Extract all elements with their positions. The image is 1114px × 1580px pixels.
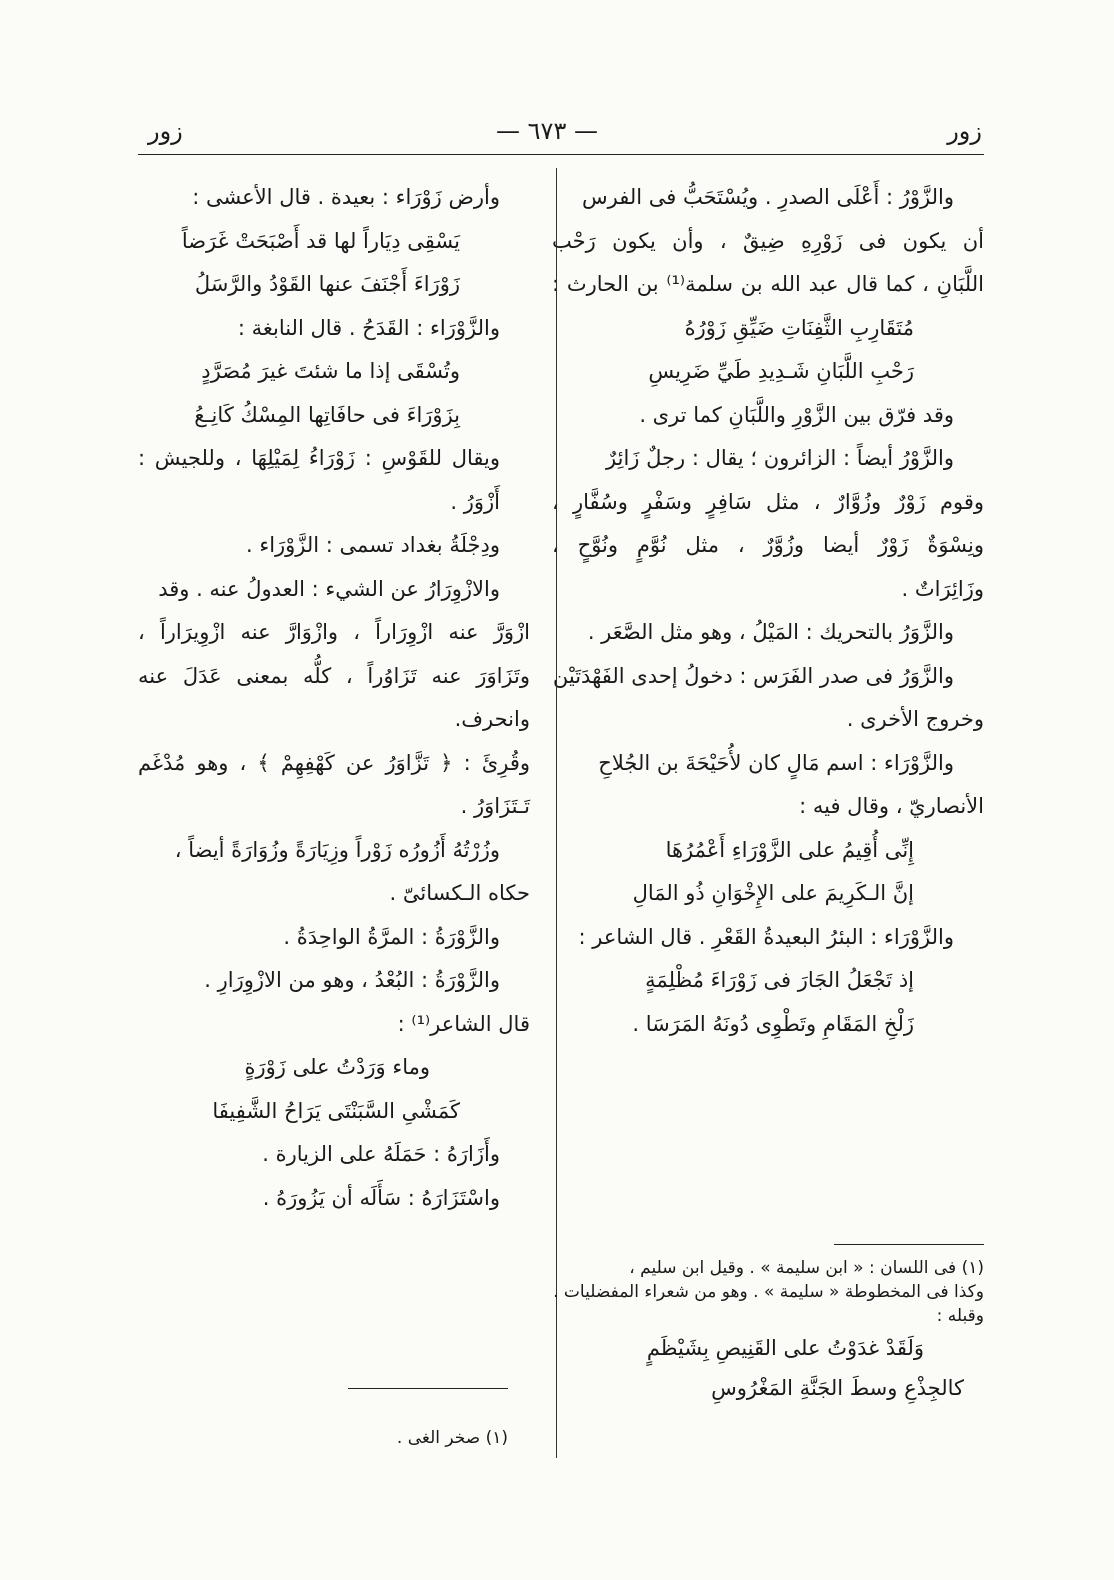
text-line: وأَزَارَهُ : حَمَلَهُ على الزيارة . xyxy=(262,1142,500,1166)
text-line: وقُرِئَ : ﴿ تَزَّاوَرُ عن كَهْفِهِمْ ﴾ ، وهو مُدْغَم xyxy=(138,750,530,775)
footnote-left xyxy=(248,1426,508,1450)
text-line: وزَائِرَاتٌ . xyxy=(901,576,984,601)
text-line: وقوم زَوْرٌ وزُوَّارٌ ، مثل سَافِرٍ وسَفْرٍ وسُفَّارٍ ، xyxy=(552,489,984,514)
page-number: — ٦٧٣ — xyxy=(496,117,598,145)
text-line: واسْتَزَارَهُ : سَأَلَه أن يَزُورَهُ . xyxy=(262,1185,500,1210)
verse-line: وماء وَرَدْتُ على زَوْرَةٍ xyxy=(244,1055,430,1079)
verse-line: وتُسْقَى إذا ما شئتَ غيرَ مُصَرَّدٍ xyxy=(201,359,460,383)
right-column xyxy=(552,176,984,1046)
verse-line: إذ تَجْعَلُ الجَارَ فى زَوْرَاءَ مُظْلِمَةٍ xyxy=(645,968,914,992)
verse-line: إِنِّى أُقِيمُ على الزَّوْرَاءِ أَعْمُرُهَا xyxy=(665,837,914,862)
text-line: وتَزَاوَرَ عنه تَزَاوُراً ، كلُّه بمعنى عَدَلَ عنه وانحرف. xyxy=(138,663,530,731)
running-head-right: زور xyxy=(947,117,982,145)
text-line: والزَّوْرَةُ : المرَّةُ الواحِدَةُ . xyxy=(283,924,500,949)
footnote-line: (١) صخر الغى . xyxy=(396,1428,508,1448)
verse-line: رَحْبِ اللَّبَانِ شَـدِيدِ طَيِّ ضَرِيسِ xyxy=(648,359,914,383)
text-line: ازْوَرَّ عنه ازْوِرَاراً ، وازْوَارَّ عنه ازْوِيرَاراً ، xyxy=(138,620,530,644)
verse-line: إنَّ الـكَرِيمَ على الإِخْوَانِ ذُو المَالِ xyxy=(632,881,914,905)
text-line: حكاه الـكسائىّ . xyxy=(389,881,530,905)
text-line: تَـتَزَاوَرُ . xyxy=(460,794,530,818)
footnote-line: (١) فى اللسان : « ابن سليمة » . وقيل ابن سليم ، xyxy=(629,1258,984,1278)
verse-line: يَسْقِى دِيَاراً لها قد أَصْبَحَتْ غَرَضاً xyxy=(181,228,460,253)
verse-line: كَمَشْىِ السَّبَنْتَى يَرَاحُ الشَّفِيفَا xyxy=(212,1098,460,1123)
text-line: والزَّوْرُ : أَعْلَى الصدرِ . ويُسْتَحَبُّ فى الفرس xyxy=(581,185,954,209)
text-line: والزَّوْرَاء : اسم مَالٍ كان لأُحَيْحَةَ بن الجُلاحِ xyxy=(598,750,954,775)
text-line: والازْوِرَارُ عن الشيء : العدولُ عنه . وقد xyxy=(158,576,500,601)
footnote-verse: وَلَقَدْ غدَوْتُ على القَنِيصِ بِشَيْظَمٍ xyxy=(646,1336,924,1360)
text-line: والزَّوْرَاء : القَدَحُ . قال النابغة : xyxy=(237,315,500,340)
text-line: اللَّبَانِ ، كما قال عبد الله بن سلمة⁽¹⁾ بن الحارث : xyxy=(552,272,984,296)
text-line: والزَّوَرُ بالتحريك : المَيْلُ ، وهو مثل الصَّعَر . xyxy=(587,620,954,644)
text-line: وخروج الأخرى . xyxy=(846,707,984,731)
footnote-rule-left xyxy=(348,1388,508,1389)
footnote-right xyxy=(552,1256,984,1408)
verse-line: مُتَقَارِبِ الثَّفِنَاتِ ضَيِّقِ زَوْرُهُ xyxy=(684,315,914,340)
text-line: ودِجْلَةُ بغداد تسمى : الزَّوْرَاء . xyxy=(245,533,500,557)
text-line: والزَّوْرُ أيضاً : الزائرون ؛ يقال : رجلٌ زَائِرٌ xyxy=(606,446,954,470)
footnote-line: وقبله : xyxy=(936,1306,984,1326)
text-line: والزَّوْرَاء : البئرُ البعيدةُ القَعْرِ . قال الشاعر : xyxy=(578,924,954,949)
text-line: وقد فرّق بين الزَّوْرِ واللَّبَانِ كما ترى . xyxy=(639,402,954,427)
verse-line: زَوْرَاءَ أَجْنَفَ عنها القَوْدُ والرَّسَلُ xyxy=(194,272,460,296)
text-line: ويقال للقَوْسِ : زَوْرَاءُ لِمَيْلِهَا ، وللجيش : أَزْوَرُ . xyxy=(138,446,500,514)
text-line: والزَّوَرُ فى صدر الفَرَس : دخولُ إحدى الفَهْدَتَيْن xyxy=(552,663,954,688)
verse-line: بِزَوْرَاءَ فى حافَاتِها المِسْكُ كَانِـعُ xyxy=(194,402,460,427)
left-column xyxy=(138,176,530,1220)
text-line: قال الشاعر⁽¹⁾ : xyxy=(397,1011,530,1036)
text-line: والزَّوْرَةُ : البُعْدُ ، وهو من الازْوِرَارِ . xyxy=(204,968,500,992)
text-line: وأرض زَوْرَاء : بعيدة . قال الأعشى : xyxy=(192,185,500,209)
running-head-left: زور xyxy=(148,117,183,145)
text-line: ونِسْوَةٌ زَوْرٌ أيضا وزُوَّرٌ ، مثل نُوَّمٍ ونُوَّحٍ ، xyxy=(552,533,984,557)
footnote-verse: كالجِذْعِ وسطَ الجَنَّةِ المَغْرُوسِ xyxy=(711,1376,964,1400)
text-line: وزُرْتُهُ أَزُورُه زَوْراً وزِيَارَةً وزُوَارَةً أيضاً ، xyxy=(174,837,500,862)
text-line: الأنصاريّ ، وقال فيه : xyxy=(799,794,984,818)
text-line: أن يكون فى زَوْرِهِ ضِيقٌ ، وأن يكون رَحْب xyxy=(552,228,984,253)
header-rule xyxy=(138,154,984,155)
footnote-line: وكذا فى المخطوطة « سليمة » . وهو من شعراء المفضليات . xyxy=(553,1282,984,1302)
verse-line: زَلْخِ المَقَامِ وتَطْوِى دُونَهُ المَرَسَا . xyxy=(632,1011,914,1036)
footnote-rule-right xyxy=(834,1244,984,1245)
